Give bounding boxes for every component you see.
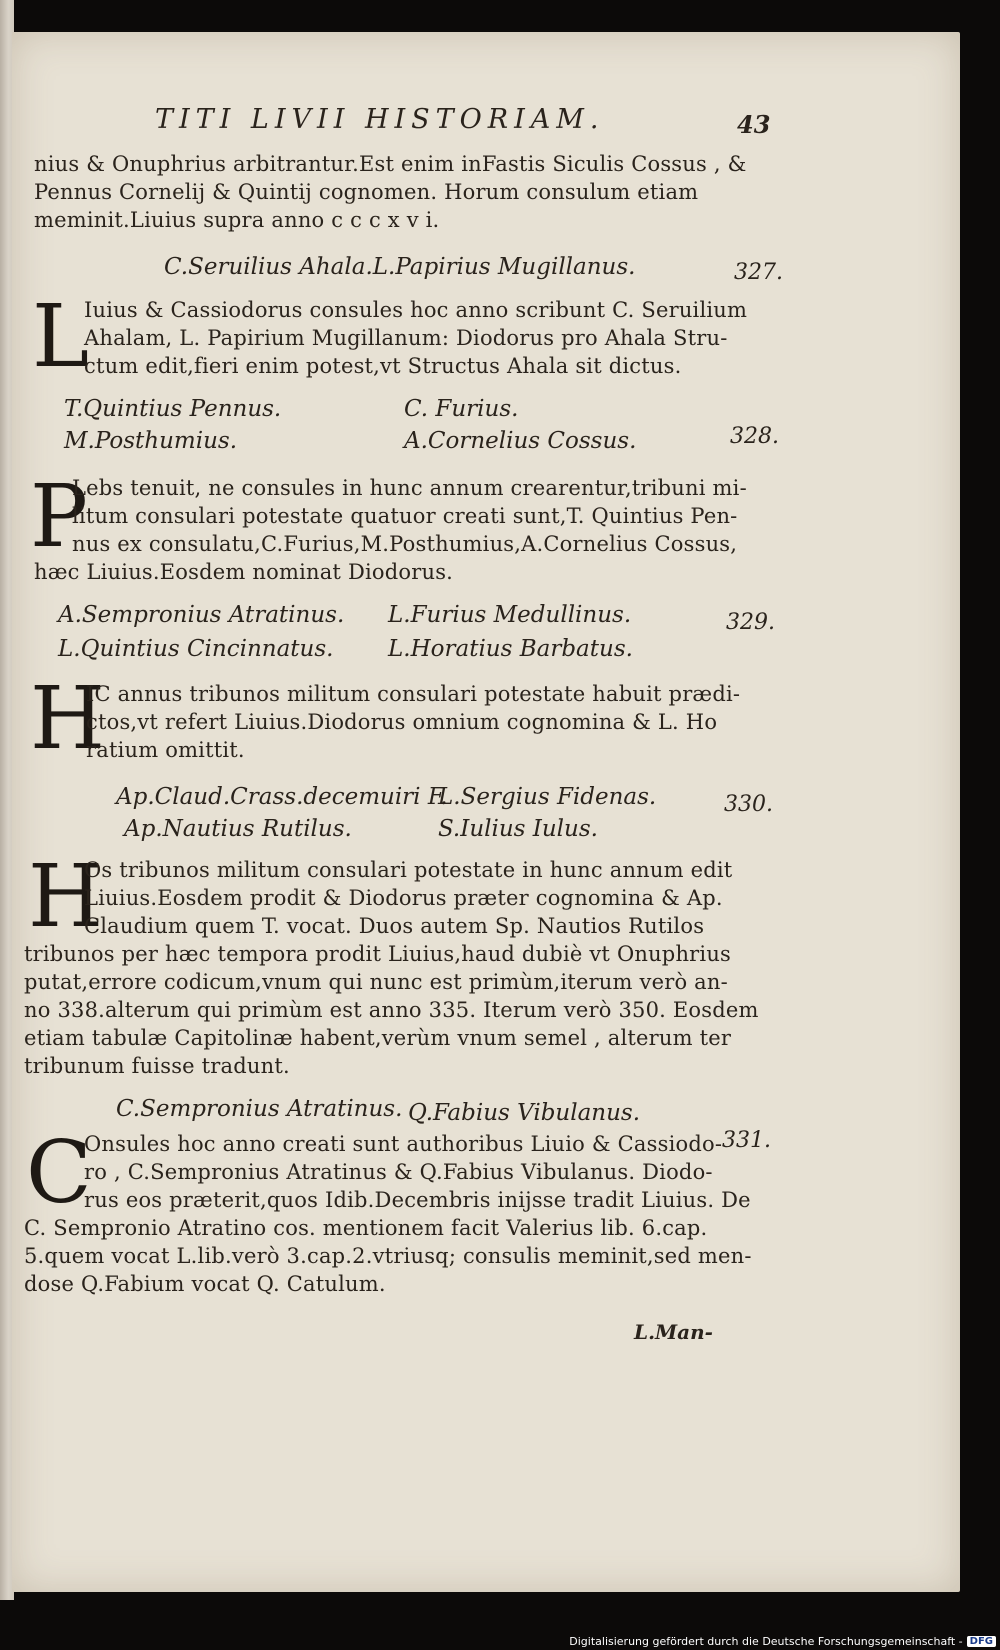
paragraph-line: ro , C.Sempronius Atratinus & Q.Fabius Vibulanus. Diodo- bbox=[84, 1160, 713, 1184]
tribune-name: L.Sergius Fidenas. bbox=[438, 784, 657, 810]
drop-initial: H bbox=[28, 847, 103, 947]
running-title: TITI LIVII HISTORIAM. bbox=[155, 104, 605, 135]
paragraph-line: ctos,vt refert Liuius.Diodorus omnium cognomina & L. Ho bbox=[86, 710, 718, 734]
credit-text: Digitalisierung gefördert durch die Deutsche Forschungsgemeinschaft - bbox=[569, 1635, 963, 1648]
tribune-name: L.Quintius Cincinnatus. bbox=[58, 636, 334, 662]
consul-heading: C.Sempronius Atratinus. bbox=[116, 1096, 403, 1122]
paragraph-line: Iuius & Cassiodorus consules hoc anno scribunt C. Seruilium bbox=[84, 298, 748, 322]
intro-line: Pennus Cornelij & Quintij cognomen. Horum consulum etiam bbox=[34, 180, 699, 204]
paragraph-line: tribunos per hæc tempora prodit Liuius,haud dubiè vt Onuphrius bbox=[24, 942, 732, 966]
year-marker: 328. bbox=[730, 424, 779, 449]
tribune-name: T.Quintius Pennus. bbox=[64, 396, 282, 422]
paragraph-line: hæc Liuius.Eosdem nominat Diodorus. bbox=[34, 560, 454, 584]
tribune-name: M.Posthumius. bbox=[64, 428, 238, 454]
book-page bbox=[12, 32, 960, 1592]
intro-line: meminit.Liuius supra anno c c c x v i. bbox=[34, 208, 440, 232]
tribune-name: Ap.Nautius Rutilus. bbox=[124, 816, 352, 842]
tribune-name: C. Furius. bbox=[404, 396, 519, 422]
digitization-credit bbox=[569, 1635, 996, 1648]
paragraph-line: nus ex consulatu,C.Furius,M.Posthumius,A.Cornelius Cossus, bbox=[72, 532, 738, 556]
dfg-logo: DFG bbox=[967, 1636, 996, 1647]
paragraph-line: litum consulari potestate quatuor creati sunt,T. Quintius Pen- bbox=[72, 504, 738, 528]
year-marker: 330. bbox=[724, 792, 773, 817]
consul-heading: C.Seruilius Ahala.L.Papirius Mugillanus. bbox=[164, 254, 636, 280]
paragraph-line: no 338.alterum qui primùm est anno 335. Iterum verò 350. Eosdem bbox=[24, 998, 759, 1022]
paragraph-line: etiam tabulæ Capitolinæ habent,verùm vnum semel , alterum ter bbox=[24, 1026, 732, 1050]
paragraph-line: tribunum fuisse tradunt. bbox=[24, 1054, 290, 1078]
paragraph-line: C. Sempronio Atratino cos. mentionem facit Valerius lib. 6.cap. bbox=[24, 1216, 708, 1240]
catchword: L.Man- bbox=[634, 1320, 713, 1344]
drop-initial: L bbox=[32, 287, 90, 387]
drop-initial: P bbox=[30, 467, 88, 567]
paragraph-line: rus eos præterit,quos Idib.Decembris inijsse tradit Liuius. De bbox=[84, 1188, 751, 1212]
tribune-name: L.Horatius Barbatus. bbox=[388, 636, 633, 662]
paragraph-line: Onsules hoc anno creati sunt authoribus Liuio & Cassiodo- bbox=[84, 1132, 723, 1156]
paragraph-line: Liuius.Eosdem prodit & Diodorus præter cognomina & Ap. bbox=[84, 886, 723, 910]
year-marker: 327. bbox=[734, 260, 783, 285]
tribune-name: S.Iulius Iulus. bbox=[438, 816, 598, 842]
paragraph-line: IC annus tribunos militum consulari potestate habuit prædi- bbox=[86, 682, 741, 706]
intro-line: nius & Onuphrius arbitrantur.Est enim inFastis Siculis Cossus , & bbox=[34, 152, 747, 176]
year-marker: 329. bbox=[726, 610, 775, 635]
page-number: 43 bbox=[737, 110, 771, 139]
tribune-name: A.Sempronius Atratinus. bbox=[58, 602, 345, 628]
tribune-name: Ap.Claud.Crass.decemuiri F. bbox=[116, 784, 448, 810]
paragraph-line: dose Q.Fabium vocat Q. Catulum. bbox=[24, 1272, 386, 1296]
paragraph-line: Lebs tenuit, ne consules in hunc annum crearentur,tribuni mi- bbox=[72, 476, 747, 500]
paragraph-line: putat,errore codicum,vnum qui nunc est primùm,iterum verò an- bbox=[24, 970, 728, 994]
year-marker: 331. bbox=[722, 1128, 771, 1153]
paragraph-line: Claudium quem T. vocat. Duos autem Sp. Nautios Rutilos bbox=[84, 914, 705, 938]
paragraph-line: 5.quem vocat L.lib.verò 3.cap.2.vtriusq; consulis meminit,sed men- bbox=[24, 1244, 752, 1268]
consul-heading: Q.Fabius Vibulanus. bbox=[408, 1100, 641, 1126]
paragraph-line: Os tribunos militum consulari potestate in hunc annum edit bbox=[84, 858, 733, 882]
drop-initial: H bbox=[30, 669, 105, 769]
paragraph-line: Ahalam, L. Papirium Mugillanum: Diodorus pro Ahala Stru- bbox=[84, 326, 728, 350]
paragraph-line: ratium omittit. bbox=[86, 738, 245, 762]
tribune-name: L.Furius Medullinus. bbox=[388, 602, 632, 628]
drop-initial: C bbox=[26, 1123, 92, 1223]
paragraph-line: ctum edit,fieri enim potest,vt Structus Ahala sit dictus. bbox=[84, 354, 682, 378]
tribune-name: A.Cornelius Cossus. bbox=[404, 428, 637, 454]
